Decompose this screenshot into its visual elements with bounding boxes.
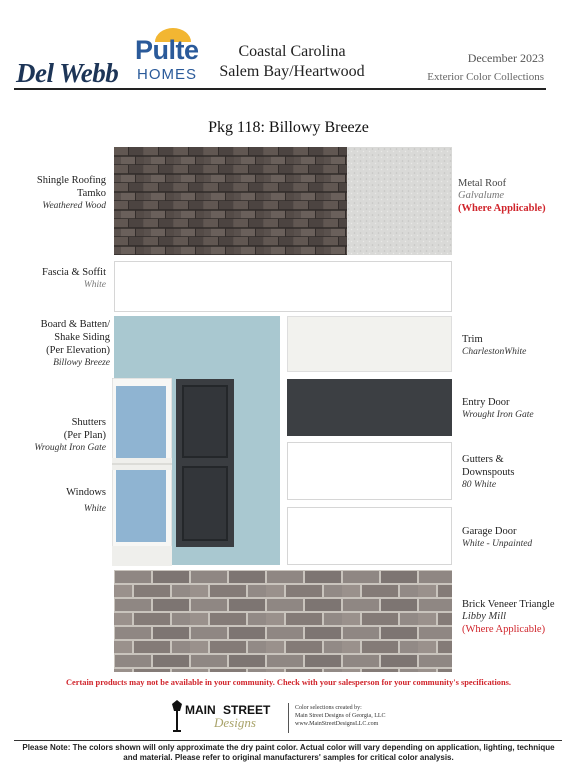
siding-color: Billowy Breeze — [53, 358, 110, 368]
gutters-color: 80 White — [462, 480, 497, 490]
window-swatch — [112, 378, 172, 566]
siding-line-3: (Per Elevation) — [46, 345, 110, 356]
entry-door-label — [462, 396, 573, 421]
brick-label — [462, 598, 575, 636]
credit-line-2: Main Street Designs of Georgia, LLC — [295, 713, 386, 719]
community-title — [212, 42, 372, 82]
metal-roof-name: Metal Roof — [458, 178, 507, 189]
trim-color: CharlestonWhite — [462, 347, 527, 357]
siding-label — [6, 318, 110, 369]
shingle-brand: Tamko — [76, 188, 106, 199]
delwebb-logo — [16, 58, 118, 89]
delwebb-logo-text: Del Webb — [16, 58, 119, 88]
community-line-2: Salem Bay/Heartwood — [219, 63, 365, 80]
header-rule — [14, 88, 546, 90]
garage-door-name: Garage Door — [462, 526, 517, 537]
fascia-label — [10, 266, 106, 291]
shingle-name: Shingle Roofing — [36, 175, 106, 186]
garage-door-color: White - Unpainted — [462, 539, 533, 549]
entry-door-name: Entry Door — [462, 397, 510, 408]
msd-designs: Designs — [214, 715, 256, 730]
fascia-color: White — [83, 280, 106, 290]
garage-door-swatch — [287, 507, 452, 565]
brick-name: Brick Veneer Triangle — [462, 599, 555, 610]
credit-line-3: www.MainStreetDesignsLLC.com — [295, 721, 379, 727]
windows-label — [6, 486, 106, 515]
shingle-color: Weathered Wood — [42, 201, 106, 211]
windows-color: White — [83, 504, 106, 514]
shutters-label — [6, 416, 106, 454]
header-collection: Exterior Color Collections — [427, 71, 544, 83]
availability-disclaimer: Certain products may not be available in your community. Check with your salesperson for your community's specifications. — [66, 678, 511, 687]
shutters-color: Wrought Iron Gate — [34, 443, 106, 453]
gutters-line-1: Gutters & — [462, 454, 504, 465]
community-line-1: Coastal Carolina — [238, 43, 346, 60]
pulte-logo — [133, 28, 205, 84]
metal-roof-swatch — [347, 147, 452, 255]
fascia-soffit-swatch — [114, 261, 452, 312]
shingle-swatch — [114, 147, 347, 255]
brick-note: (Where Applicable) — [462, 624, 546, 635]
msd-street: STREET — [223, 703, 271, 717]
paint-disclaimer: Please Note: The colors shown will only approximate the dry paint color. Actual color will vary depending on application, lighting, technique and material. Please refer to original manufacturers' samples for critical color analysis. — [22, 743, 555, 762]
shingle-label — [10, 174, 106, 212]
metal-roof-label — [458, 177, 573, 215]
trim-swatch — [287, 316, 452, 372]
entry-door-swatch — [287, 379, 452, 436]
brick-color: Libby Mill — [462, 611, 507, 622]
footer-divider — [288, 703, 289, 733]
header-date: December 2023 — [467, 51, 544, 65]
fascia-name: Fascia & Soffit — [42, 267, 106, 278]
package-title: Pkg 118: Billowy Breeze — [208, 119, 369, 136]
metal-roof-note: (Where Applicable) — [458, 203, 546, 214]
footer-rule — [14, 740, 562, 741]
shutters-line-2: (Per Plan) — [63, 430, 106, 441]
gutters-swatch — [287, 442, 452, 500]
shutters-line-1: Shutters — [71, 417, 106, 428]
pulte-wordmark: Pulte — [135, 35, 199, 65]
siding-line-1: Board & Batten/ — [40, 319, 110, 330]
credit-line-1: Color selections created by: — [295, 705, 362, 711]
street-lamp-icon — [170, 700, 184, 732]
windows-name: Windows — [66, 487, 106, 498]
metal-roof-color: Galvalume — [458, 190, 505, 201]
trim-name: Trim — [462, 334, 483, 345]
garage-door-label — [462, 525, 573, 550]
siding-line-2: Shake Siding — [54, 332, 110, 343]
trim-label — [462, 333, 573, 358]
msd-main: MAIN — [185, 703, 216, 717]
color-credit — [295, 704, 455, 728]
brick-swatch — [114, 570, 452, 672]
shutter-swatch — [176, 379, 234, 547]
entry-door-color: Wrought Iron Gate — [462, 410, 534, 420]
homes-wordmark: HOMES — [137, 66, 198, 83]
gutters-label — [462, 453, 573, 491]
gutters-line-2: Downspouts — [462, 467, 515, 478]
main-street-designs-logo — [170, 699, 282, 733]
